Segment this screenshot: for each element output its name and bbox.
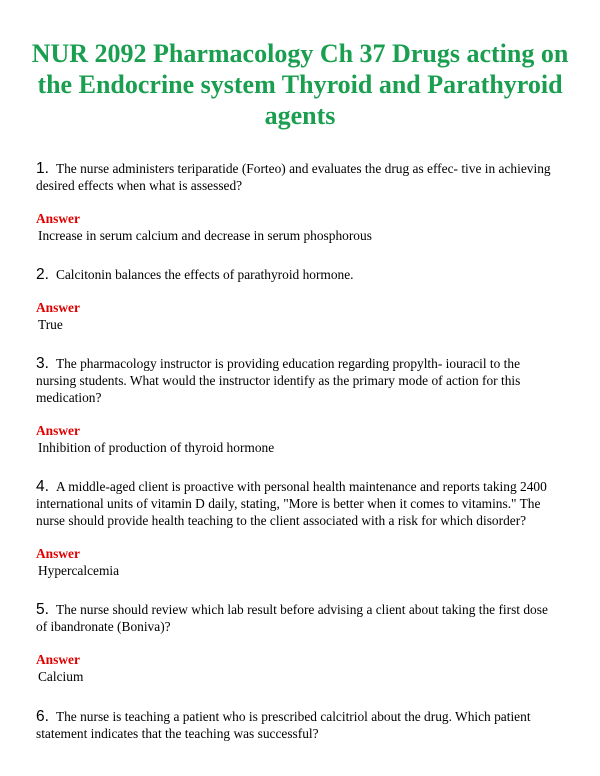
answer-text: Increase in serum calcium and decrease in serum phosphorous: [38, 228, 372, 243]
answer-label: Answer: [36, 423, 80, 438]
question-3: [36, 355, 560, 406]
answer-text: Calcium: [38, 669, 84, 684]
question-2: [36, 266, 560, 283]
question-list: [36, 160, 560, 742]
answer-text: Inhibition of production of thyroid hormone: [38, 440, 275, 455]
answer-text: Hypercalcemia: [38, 563, 120, 578]
question-text: The nurse should review which lab result before advising a client about taking the first dose of ibandronate (Boniva)?: [36, 602, 548, 634]
question-4: [36, 478, 560, 529]
question-item-6: [36, 708, 560, 742]
answer-label: Answer: [36, 652, 80, 667]
document-title: NUR 2092 Pharmacology Ch 37 Drugs acting on the Endocrine system Thyroid and Parathyroid agents: [31, 39, 569, 130]
question-number: 6.: [36, 708, 49, 725]
question-6: [36, 708, 560, 742]
question-text: Calcitonin balances the effects of parathyroid hormone.: [55, 267, 354, 282]
question-number: 1.: [36, 160, 49, 177]
question-item-3: [36, 355, 560, 456]
question-item-4: [36, 478, 560, 579]
question-item-2: [36, 266, 560, 333]
answer-label: Answer: [36, 546, 80, 561]
question-text: The nurse administers teriparatide (Forteo) and evaluates the drug as effec- tive in achieving desired effects when what is assessed?: [36, 161, 551, 193]
question-number: 5.: [36, 601, 49, 618]
question-text: The pharmacology instructor is providing education regarding propylth- iouracil to the nursing students. What would the instructor identify as the primary mode of action for this medication?: [36, 356, 521, 405]
answer-text: True: [38, 317, 63, 332]
question-text: The nurse is teaching a patient who is prescribed calcitriol about the drug. Which patient statement indicates that the teaching was successful?: [36, 709, 531, 741]
answer-label: Answer: [36, 300, 80, 315]
question-number: 2.: [36, 266, 49, 283]
question-item-1: [36, 160, 560, 244]
question-item-5: [36, 601, 560, 685]
question-number: 4.: [36, 478, 49, 495]
question-5: [36, 601, 560, 635]
question-1: [36, 160, 560, 194]
question-number: 3.: [36, 355, 49, 372]
answer-label: Answer: [36, 211, 80, 226]
question-text: A middle-aged client is proactive with personal health maintenance and reports taking 2400 international units of vitamin D daily, stating, "More is better when it comes to vitamins." The nurse should provide health teaching to the client associated with a risk for which disorder?: [36, 479, 547, 528]
